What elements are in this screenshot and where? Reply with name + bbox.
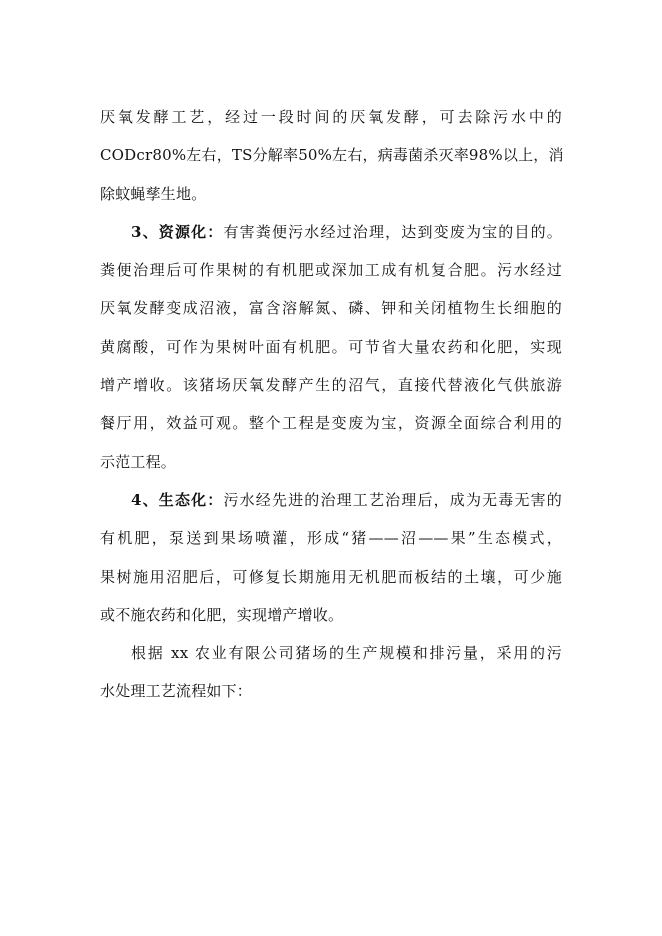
- para2-line-4: 黄腐酸，可作为果树叶面有机肥。可节省大量农药和化肥，实现: [100, 337, 562, 356]
- para2-line-5: 增产增收。该猪场厌氧发酵产生的沼气，直接代替液化气供旅游: [100, 376, 562, 395]
- para2-heading: 3、资源化：: [131, 222, 224, 241]
- para2-line-2: 粪便治理后可作果树的有机肥或深加工成有机复合肥。污水经过: [100, 261, 562, 280]
- para2-line-3: 厌氧发酵变成沼液，富含溶解氮、磷、钾和关闭植物生长细胞的: [100, 299, 562, 318]
- para1-line-1: 厌氧发酵工艺，经过一段时间的厌氧发酵，可去除污水中的: [100, 108, 562, 126]
- para1-line-3: 除蚊蝇孳生地。: [100, 184, 207, 203]
- para4-line-2: 水处理工艺流程如下：: [100, 682, 253, 701]
- para3-line-4: 或不施农药和化肥，实现增产增收。: [100, 605, 344, 624]
- para4-line-1: 根据 xx 农业有限公司猪场的生产规模和排污量，采用的污: [131, 644, 562, 663]
- para3-line-1-text: 污水经先进的治理工艺治理后，成为无毒无害的: [223, 490, 563, 509]
- para3-line-2: 有机肥，泵送到果场喷灌，形成“猪——沼——果”生态模式，: [100, 529, 562, 548]
- para2-line-7: 示范工程。: [100, 452, 177, 471]
- para2-line-1-text: 有害粪便污水经过治理，达到变废为宝的目的。: [223, 222, 563, 241]
- para3-line-3: 果树施用沼肥后，可修复长期施用无机肥而板结的土壤，可少施: [100, 567, 562, 586]
- para3-line-1: [100, 481, 562, 519]
- document-body: [100, 98, 562, 711]
- para1-line-2: CODcr80%左右，TS分解率50%左右，病毒菌杀灭率98%以上，消: [100, 146, 564, 165]
- para2-line-6: 餐厅用，效益可观。整个工程是变废为宝，资源全面综合利用的: [100, 414, 562, 433]
- para3-heading: 4、生态化：: [131, 490, 224, 509]
- para2-line-1: [100, 213, 562, 251]
